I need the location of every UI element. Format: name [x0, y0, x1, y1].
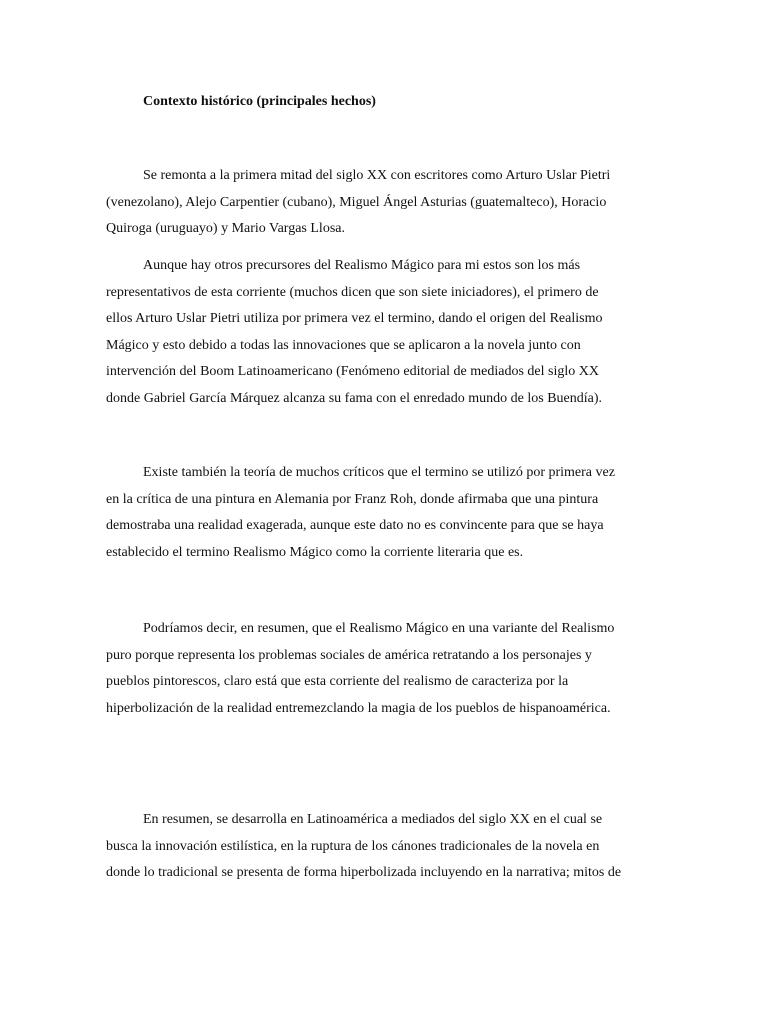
- paragraph-line: En resumen, se desarrolla en Latinoamérica a mediados del siglo XX en el cual se: [143, 812, 603, 827]
- paragraph-line: busca la innovación estilística, en la ruptura de los cánones tradicionales de la novela en: [106, 838, 600, 854]
- paragraph-line: intervención del Boom Latinoamericano (Fenómeno editorial de mediados del siglo XX: [106, 364, 599, 379]
- paragraph-line: Quiroga (uruguayo) y Mario Vargas Llosa.: [106, 221, 345, 236]
- paragraph-line: puro porque representa los problemas sociales de américa retratando a los personajes y: [106, 647, 592, 663]
- paragraph-line: donde lo tradicional se presenta de forma hiperbolizada incluyendo en la narrativa; mitos de: [106, 865, 622, 880]
- paragraph-5: [106, 807, 666, 887]
- paragraph-line: representativos de esta corriente (muchos dicen que son siete iniciadores), el primero de: [106, 284, 599, 300]
- paragraph-line: demostraba una realidad exagerada, aunque este dato no es convincente para que se haya: [106, 518, 604, 533]
- paragraph-line: en la crítica de una pintura en Alemania por Franz Roh, donde afirmaba que una pintura: [106, 491, 599, 507]
- paragraph-line: pueblos pintorescos, claro está que esta corriente del realismo de caracteriza por la: [106, 674, 569, 689]
- paragraph-line: (venezolano), Alejo Carpentier (cubano), Miguel Ángel Asturias (guatemalteco), Horacio: [106, 194, 607, 210]
- paragraph-line: Aunque hay otros precursores del Realismo Mágico para mi estos son los más: [143, 258, 581, 273]
- paragraph-line: establecido el termino Realismo Mágico como la corriente literaria que es.: [106, 544, 524, 560]
- paragraph-line: hiperbolización de la realidad entremezclando la magia de los pueblos de hispanoamérica.: [106, 700, 611, 716]
- paragraph-line: donde Gabriel García Márquez alcanza su fama con el enredado mundo de los Buendía).: [106, 390, 603, 406]
- paragraph-line: Existe también la teoría de muchos críticos que el termino se utilizó por primera vez: [143, 465, 615, 480]
- paragraph-line: Se remonta a la primera mitad del siglo XX con escritores como Arturo Uslar Pietri: [143, 168, 611, 183]
- paragraph-line: Podríamos decir, en resumen, que el Realismo Mágico en una variante del Realismo: [143, 621, 615, 636]
- paragraph-3: [106, 460, 666, 566]
- paragraph-1: [106, 163, 666, 243]
- section-heading: Contexto histórico (principales hechos): [143, 94, 376, 109]
- paragraph-line: ellos Arturo Uslar Pietri utiliza por primera vez el termino, dando el origen del Realismo: [106, 311, 603, 326]
- paragraph-2: [106, 253, 666, 412]
- paragraph-4: [106, 616, 666, 722]
- paragraph-line: Mágico y esto debido a todas las innovaciones que se aplicaron a la novela junto con: [106, 337, 581, 353]
